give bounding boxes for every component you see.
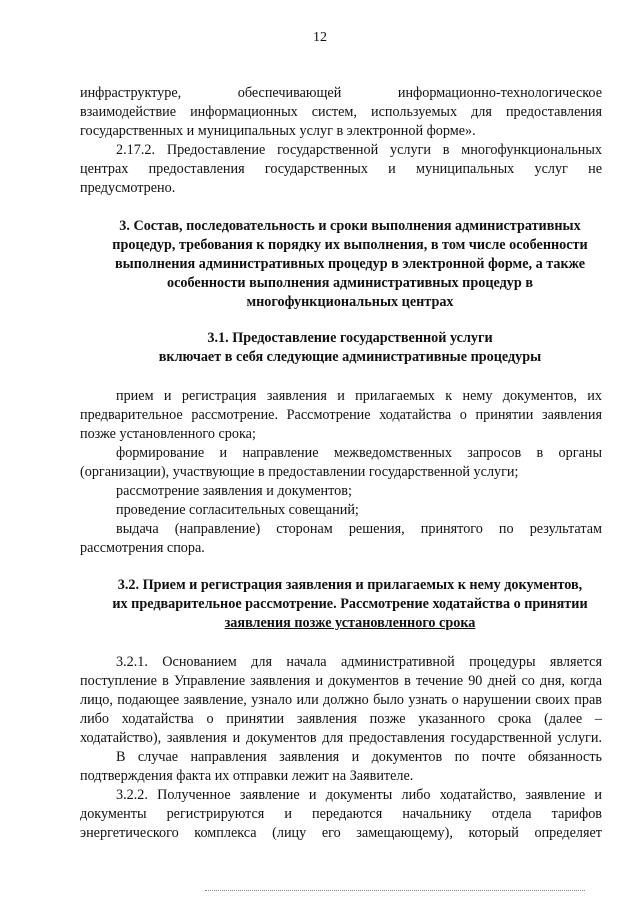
text-line: предусмотрено. xyxy=(80,180,176,196)
footer-rule xyxy=(205,890,585,891)
text-line: проведение согласительных совещаний; xyxy=(116,502,359,518)
text-line: государственных и муниципальных услуг в электронной форме». xyxy=(80,123,476,139)
text-line: либо ходатайства о принятии заявления позже указанного срока (далее – xyxy=(80,711,602,727)
text-line: 3.2.1. Основанием для начала административной процедуры является xyxy=(116,654,602,670)
heading-line: 3.2. Прием и регистрация заявления и прилагаемых к нему документов, xyxy=(117,577,583,593)
text-line: (организации), участвующие в предоставлении государственной услуги; xyxy=(80,464,519,480)
text-line: выдача (направление) сторонам решения, принятого по результатам xyxy=(116,521,602,537)
text-line: центрах предоставления государственных и муниципальных услуг не xyxy=(80,161,602,177)
text-line: прием и регистрация заявления и прилагаемых к нему документов, их xyxy=(116,388,602,404)
text-line: рассмотрение заявления и документов; xyxy=(116,483,352,499)
heading-line: многофункциональных центрах xyxy=(246,294,454,310)
text-line: В случае направления заявления и документов по почте обязанность xyxy=(116,749,602,765)
heading-line: выполнения административных процедур в электронной форме, а также xyxy=(114,256,586,272)
text-line: предварительное рассмотрение. Рассмотрение ходатайства о принятии заявления xyxy=(80,407,602,423)
text-line: лицо, подающее заявление, узнало или должно было узнать о нарушении своих прав xyxy=(80,692,602,708)
heading-line: включает в себя следующие административные процедуры xyxy=(158,349,542,365)
text-line: подтверждения факта их отправки лежит на Заявителе. xyxy=(80,768,414,784)
heading-line: 3.1. Предоставление государственной услуги xyxy=(207,330,493,346)
heading-line: их предварительное рассмотрение. Рассмотрение ходатайства о принятии xyxy=(112,596,588,612)
heading-line: процедур, требования к порядку их выполнения, в том числе особенности xyxy=(112,237,588,253)
text-line: поступление в Управление заявления и документов в течение 90 дней со дня, когда xyxy=(80,673,602,689)
text-line: документы регистрируются и передаются начальнику отдела тарифов xyxy=(80,806,602,822)
text-line: рассмотрения спора. xyxy=(80,540,205,556)
text-line: инфраструктуре, обеспечивающей информационно-технологическое xyxy=(80,85,602,101)
text-line: 2.17.2. Предоставление государственной услуги в многофункциональных xyxy=(116,142,602,158)
text-line: ходатайство), заявления и документов для предоставления государственной услуги. xyxy=(80,730,602,746)
heading-line: 3. Состав, последовательность и сроки выполнения административных xyxy=(119,218,581,234)
text-line: 3.2.2. Полученное заявление и документы либо ходатайство, заявление и xyxy=(116,787,602,803)
text-line: взаимодействие информационных систем, используемых для предоставления xyxy=(80,104,602,120)
heading-line: заявления позже установленного срока xyxy=(224,615,476,631)
page-number: 12 xyxy=(313,30,327,45)
text-line: позже установленного срока; xyxy=(80,426,256,442)
text-line: формирование и направление межведомственных запросов в органы xyxy=(116,445,602,461)
text-line: энергетического комплекса (лицу его замещающему), который определяет xyxy=(80,825,602,841)
heading-line: особенности выполнения административных процедур в xyxy=(167,275,533,291)
